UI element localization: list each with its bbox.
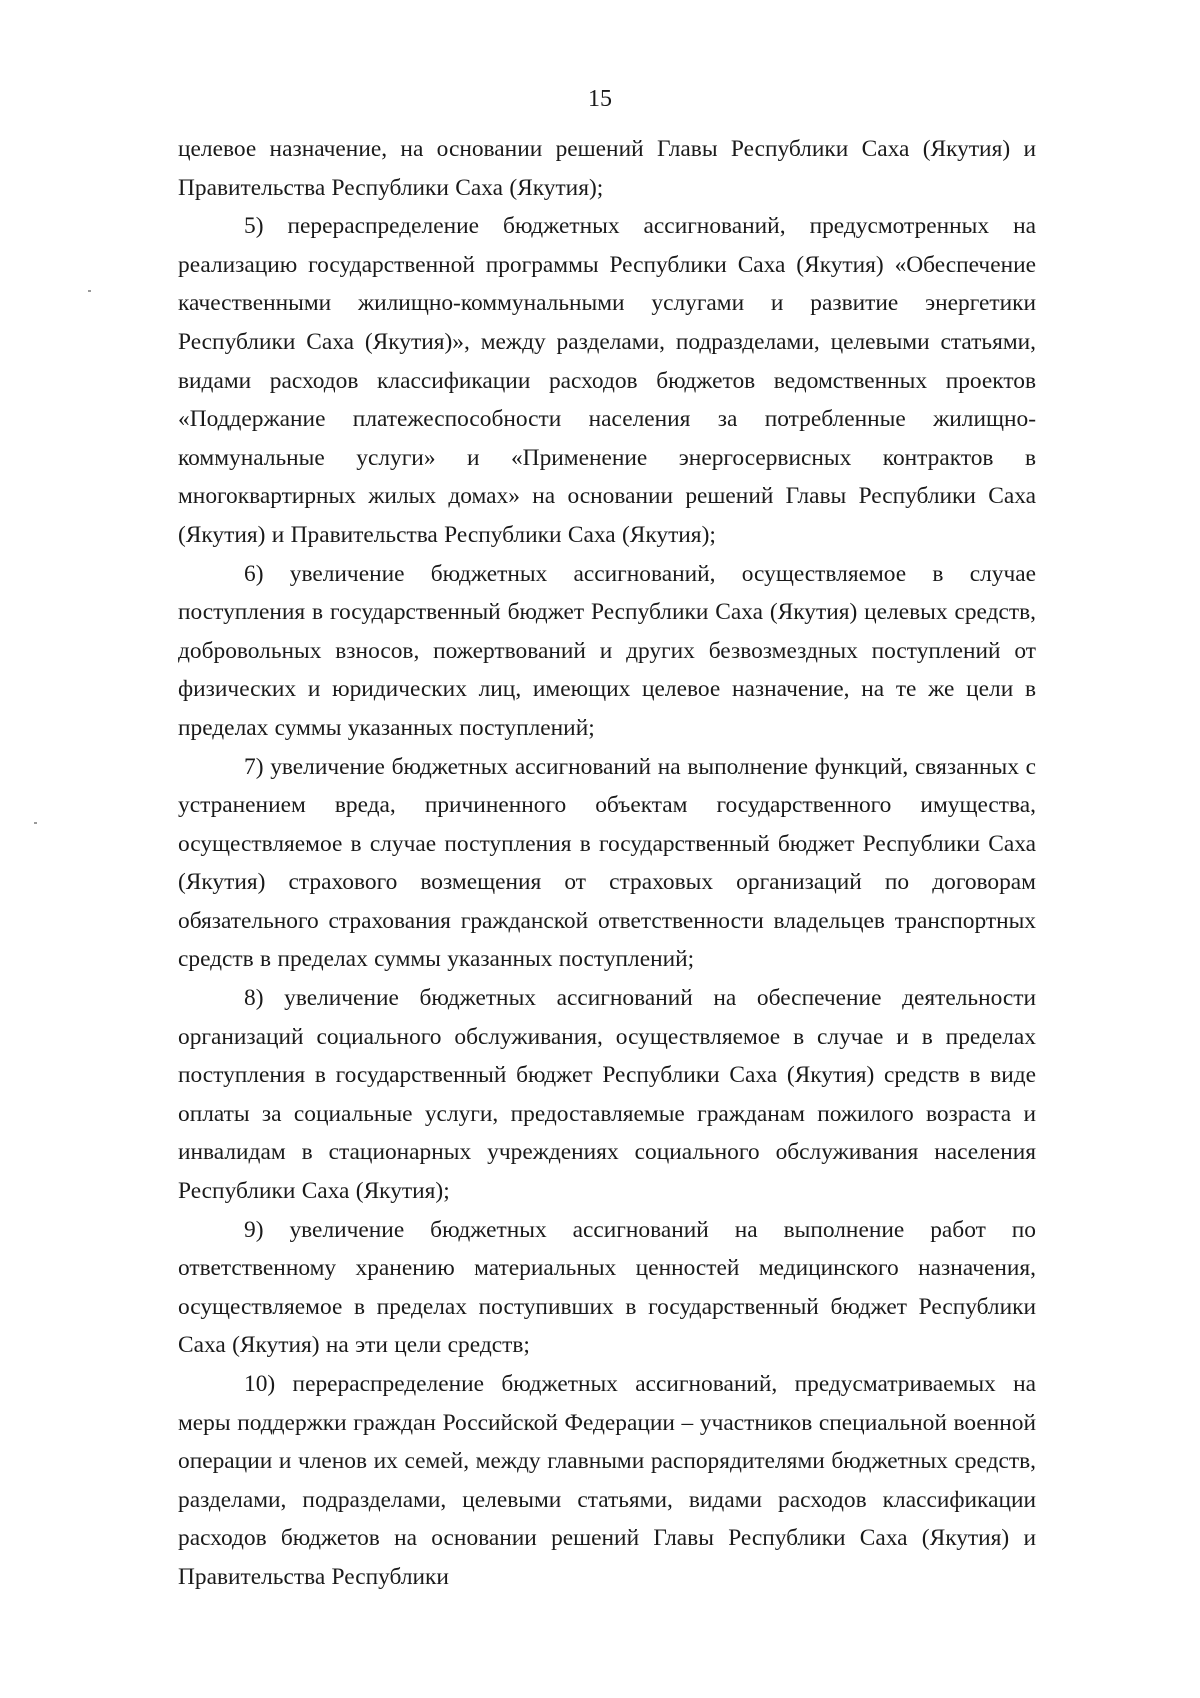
paragraph-item-8: 8) увеличение бюджетных ассигнований на обеспечение деятельности организаций социального обслуживания, осуществляемое в случае и в пределах поступления в государственный бюджет Республики Саха (Якутия) средств в виде оплаты за социальные услуги, предоставляемые гражданам пожилого возраста и инвалидам в стационарных учреждениях социального обслуживания населения Республики Саха (Якутия); [178, 985, 1036, 1205]
paragraph-continuation: целевое назначение, на основании решений Главы Республики Саха (Якутия) и Правительства Республики Саха (Якутия); [178, 136, 1036, 201]
paragraph-item-9: 9) увеличение бюджетных ассигнований на выполнение работ по ответственному хранению материальных ценностей медицинского назначения, осуществляемое в пределах поступивших в государственный бюджет Республики Саха (Якутия) на эти цели средств; [178, 1216, 1036, 1359]
paragraph-item-7: 7) увеличение бюджетных ассигнований на выполнение функций, связанных с устранением вреда, причиненного объектам государственного имущества, осуществляемое в случае поступления в государственный бюджет Республики Саха (Якутия) страхового возмещения от страховых организаций по договорам обязательного страхования гражданской ответственности владельцев транспортных средств в пределах суммы указанных поступлений; [178, 753, 1036, 973]
paragraph-item-10: 10) перераспределение бюджетных ассигнований, предусматриваемых на меры поддержки граждан Российской Федерации – участников специальной военной операции и членов их семей, между главными распорядителями бюджетных средств, разделами, подразделами, целевыми статьями, видами расходов классификации расходов бюджетов на основании решений Главы Республики Саха (Якутия) и Правительства Республики [178, 1371, 1036, 1590]
paragraph-item-6: 6) увеличение бюджетных ассигнований, осуществляемое в случае поступления в государственный бюджет Республики Саха (Якутия) целевых средств, добровольных взносов, пожертвований и других безвозмездных поступлений от физических и юридических лиц, имеющих целевое назначение, на те же цели в пределах суммы указанных поступлений; [178, 560, 1036, 741]
paragraph-item-5: 5) перераспределение бюджетных ассигнований, предусмотренных на реализацию государственной программы Республики Саха (Якутия) «Обеспечение качественными жилищно-коммунальными услугами и развитие энергетики Республики Саха (Якутия)», между разделами, подразделами, целевыми статьями, видами расходов классификации расходов бюджетов ведомственных проектов «Поддержание платежеспособности населения за потребленные жилищно-коммунальные услуги» и «Применение энергосервисных контрактов в многоквартирных жилых домах» на основании решений Главы Республики Саха (Якутия) и Правительства Республики Саха (Якутия); [178, 213, 1036, 548]
document-body [178, 130, 1036, 1597]
scan-speck [88, 290, 91, 292]
scan-speck [34, 822, 37, 824]
page-number: 15 [588, 86, 612, 112]
